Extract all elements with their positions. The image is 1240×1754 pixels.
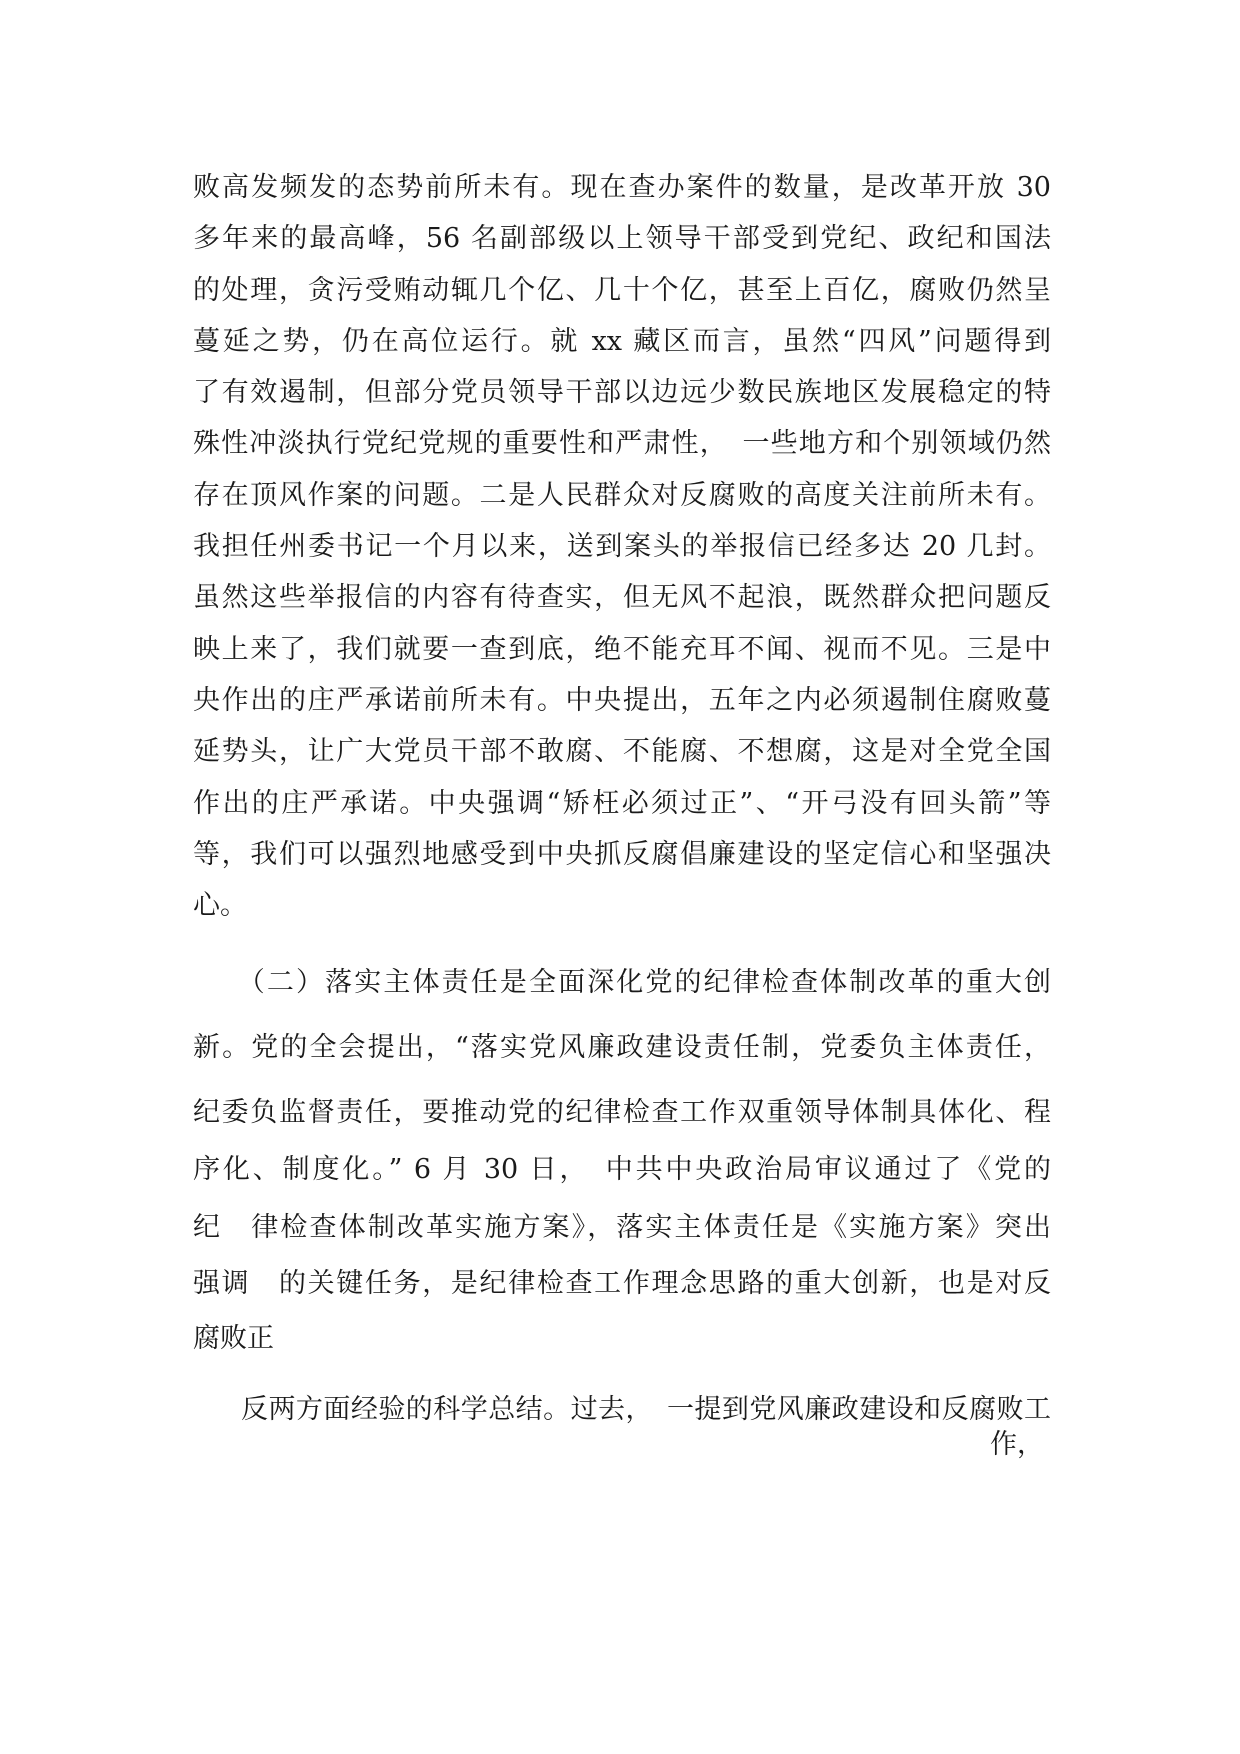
body-line: 多年来的最高峰，56 名副部级以上领导干部受到党纪、政纪和国法 <box>193 223 1051 254</box>
body-line: 殊性冲淡执行党纪党规的重要性和严肃性， 一些地方和个别领域仍然 <box>193 428 1051 459</box>
body-line: 映上来了，我们就要一查到底，绝不能充耳不闻、视而不见。三是中 <box>193 634 1051 665</box>
body-line: 纪 律检查体制改革实施方案》，落实主体责任是《实施方案》突出 <box>193 1212 1051 1243</box>
body-line: 延势头，让广大党员干部不敢腐、不能腐、不想腐，这是对全党全国 <box>193 736 1051 767</box>
body-line: 我担任州委书记一个月以来，送到案头的举报信已经多达 20 几封。 <box>193 531 1051 562</box>
body-line: 强调 的关键任务，是纪律检查工作理念思路的重大创新，也是对反 <box>193 1268 1051 1299</box>
body-line: 存在顶风作案的问题。二是人民群众对反腐败的高度关注前所未有。 <box>193 480 1051 511</box>
body-line: 作出的庄严承诺。中央强调“矫枉必须过正”、“开弓没有回头箭”等 <box>193 788 1051 819</box>
body-line: 蔓延之势，仍在高位运行。就 xx 藏区而言，虽然“四风”问题得到 <box>193 326 1051 357</box>
body-line: 反两方面经验的科学总结。过去， 一提到党风廉政建设和反腐败工 <box>241 1394 1051 1425</box>
body-line: 败高发频发的态势前所未有。现在查办案件的数量，是改革开放 30 <box>193 172 1051 203</box>
body-line: 序化、制度化。” 6 月 30 日， 中共中央政治局审议通过了《党的 <box>193 1154 1051 1185</box>
body-line: 新。党的全会提出，“落实党风廉政建设责任制，党委负主体责任， <box>193 1032 1051 1063</box>
body-line: 等，我们可以强烈地感受到中央抓反腐倡廉建设的坚定信心和坚强决 <box>193 839 1051 870</box>
body-line: 虽然这些举报信的内容有待查实，但无风不起浪，既然群众把问题反 <box>193 582 1051 613</box>
body-line: 央作出的庄严承诺前所未有。中央提出，五年之内必须遏制住腐败蔓 <box>193 685 1051 716</box>
body-line: 了有效遏制，但部分党员领导干部以边远少数民族地区发展稳定的特 <box>193 377 1051 408</box>
body-line: 心。 <box>193 890 247 921</box>
body-line: 的处理，贪污受贿动辄几个亿、几十个亿，甚至上百亿，腐败仍然呈 <box>193 275 1051 306</box>
body-line: 纪委负监督责任，要推动党的纪律检查工作双重领导体制具体化、程 <box>193 1097 1051 1128</box>
body-line: （二）落实主体责任是全面深化党的纪律检查体制改革的重大创 <box>193 967 1051 998</box>
body-line: 腐败正 <box>193 1323 274 1354</box>
body-line: 作， <box>990 1429 1044 1460</box>
